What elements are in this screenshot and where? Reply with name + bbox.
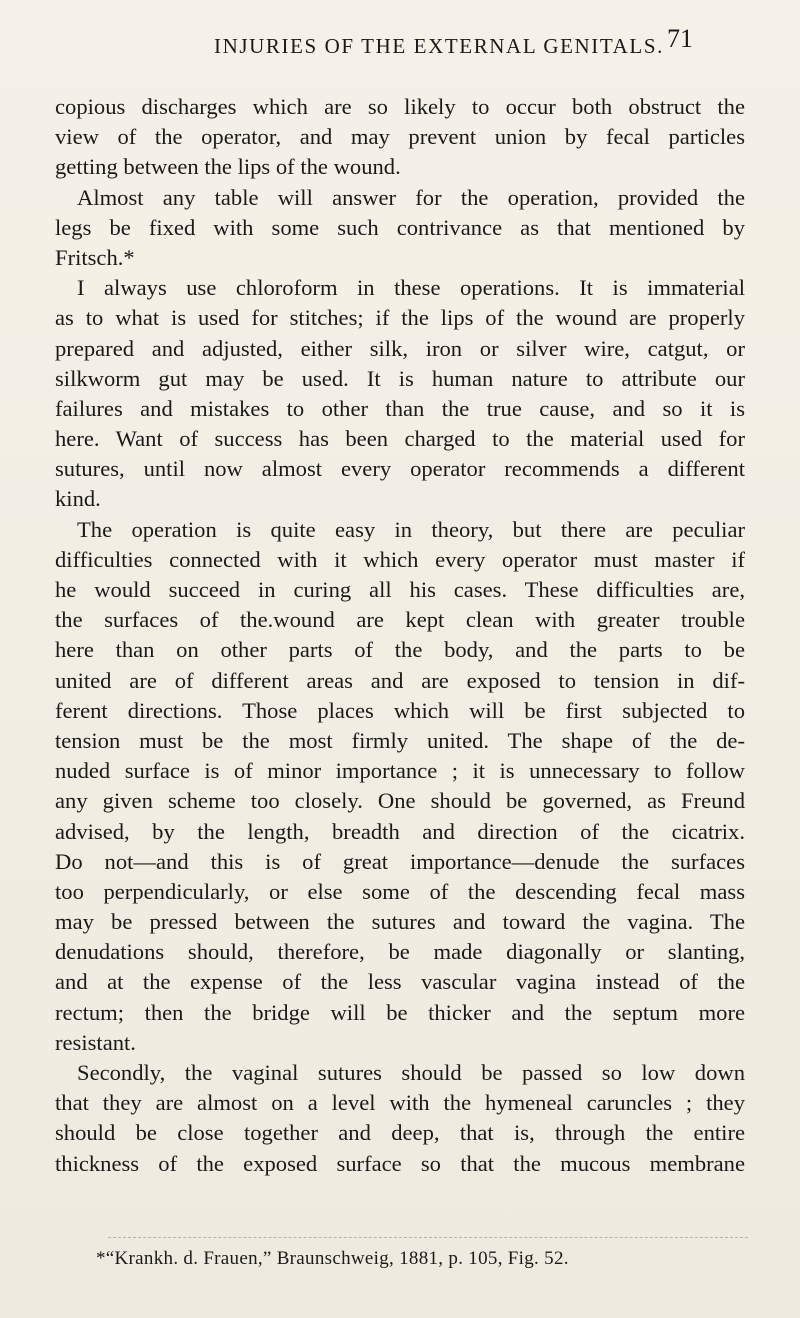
text-line: copious discharges which are so likely to occur both obstruct the: [55, 94, 745, 119]
text-line: I always use chloroform in these operations. It is immaterial: [77, 275, 745, 301]
text-line: here. Want of success has been charged to the material used for: [55, 426, 745, 452]
text-line: sutures, until now almost every operator recommends a different: [55, 456, 745, 482]
text-line: rectum; then the bridge will be thicker and the septum more: [55, 999, 745, 1025]
running-title: INJURIES OF THE EXTERNAL GENITALS.: [214, 34, 664, 58]
text-line: failures and mistakes to other than the true cause, and so it is: [55, 395, 745, 421]
text-line: advised, by the length, breadth and direction of the cicatrix.: [55, 818, 745, 844]
text-line: united are of different areas and are exposed to tension in dif-: [55, 667, 745, 693]
footnote: *“Krankh. d. Frauen,” Braunschweig, 1881, p. 105, Fig. 52.: [96, 1248, 569, 1269]
text-line: he would succeed in curing all his cases. These difficulties are,: [55, 577, 745, 602]
text-line: nuded surface is of minor importance ; it is unnecessary to follow: [55, 758, 745, 784]
text-line: The operation is quite easy in theory, but there are peculiar: [77, 516, 745, 542]
text-line: silkworm gut may be used. It is human nature to attribute our: [55, 365, 745, 391]
text-line: resistant.: [55, 1029, 136, 1055]
text-line: that they are almost on a level with the hymeneal caruncles ; they: [55, 1090, 745, 1116]
text-line: thickness of the exposed surface so that the mucous membrane: [55, 1150, 745, 1176]
text-line: Almost any table will answer for the operation, provided the: [77, 184, 745, 210]
running-head: [0, 22, 800, 62]
text-line: may be pressed between the sutures and toward the vagina. The: [55, 909, 745, 935]
paragraph: [55, 1058, 745, 1179]
text-line: legs be fixed with some such contrivance as that mentioned by: [55, 214, 745, 240]
paragraph: [55, 515, 745, 1058]
paragraph: [55, 92, 745, 183]
text-line: any given scheme too closely. One should be governed, as Freund: [55, 788, 745, 814]
text-line: getting between the lips of the wound.: [55, 154, 401, 180]
text-line: Do not—and this is of great importance—denude the surfaces: [55, 848, 745, 874]
text-line: and at the expense of the less vascular vagina instead of the: [55, 969, 745, 995]
text-line: too perpendicularly, or else some of the descending fecal mass: [55, 878, 745, 904]
text-line: denudations should, therefore, be made diagonally or slanting,: [55, 939, 745, 965]
paragraph: [55, 273, 745, 515]
paragraph: [55, 183, 745, 274]
text-line: view of the operator, and may prevent union by fecal particles: [55, 124, 745, 150]
text-line: the surfaces of the.wound are kept clean with greater trouble: [55, 607, 745, 633]
text-line: as to what is used for stitches; if the lips of the wound are properly: [55, 305, 745, 331]
text-line: Secondly, the vaginal sutures should be passed so low down: [77, 1060, 745, 1085]
text-line: tension must be the most firmly united. The shape of the de-: [55, 727, 745, 753]
text-line: prepared and adjusted, either silk, iron or silver wire, catgut, or: [55, 335, 745, 361]
page-number: 71: [667, 24, 693, 53]
text-line: should be close together and deep, that is, through the entire: [55, 1120, 745, 1146]
text-line: ferent directions. Those places which will be first subjected to: [55, 697, 745, 723]
body-text: [55, 92, 745, 1179]
text-line: Fritsch.*: [55, 244, 135, 270]
text-line: kind.: [55, 486, 101, 512]
footnote-divider: [108, 1237, 748, 1238]
text-line: difficulties connected with it which every operator must master if: [55, 546, 745, 572]
text-line: here than on other parts of the body, and the parts to be: [55, 637, 745, 663]
